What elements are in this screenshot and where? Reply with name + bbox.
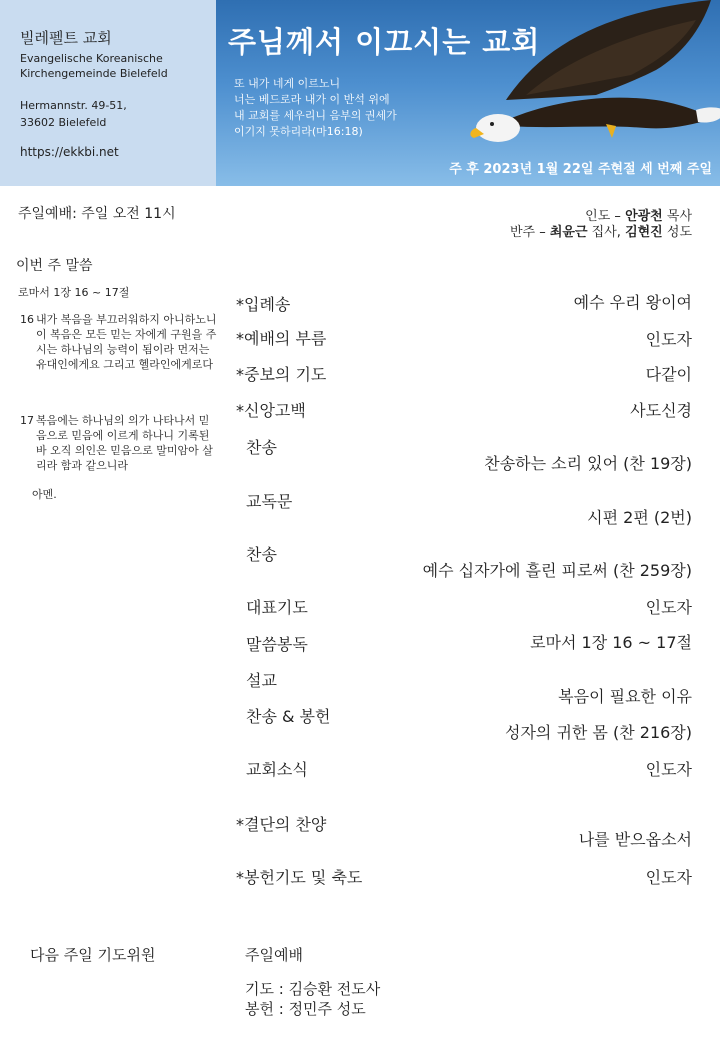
- verse-17: [20, 413, 218, 473]
- address-line-2: 33602 Bielefeld: [20, 116, 107, 129]
- order-value: 사도신경: [630, 401, 692, 420]
- verse-text: 내가 복음을 부끄러워하지 아니하노니 이 복음은 모든 믿는 자에게 구원을 주시는 하나님의 능력이 됨이라 먼저는 유대인에게요 그리고 헬라인에게로다: [36, 313, 217, 371]
- order-label: 말씀봉독: [246, 635, 308, 654]
- verse-line: 너는 베드로라 내가 이 반석 위에: [234, 93, 390, 106]
- order-label: 교회소식: [246, 760, 308, 779]
- order-value: 성자의 귀한 몸 (찬 216장): [504, 723, 692, 742]
- church-german-line-2: Kirchengemeinde Bielefeld: [20, 67, 168, 80]
- verse-number: 16: [20, 313, 34, 326]
- verse-line: 이기지 못하리라(마16:18): [234, 125, 363, 138]
- church-german-line-1: Evangelische Koreanische: [20, 52, 163, 65]
- footer-service-heading: 주일예배: [245, 946, 303, 964]
- order-label: 찬송: [246, 438, 277, 457]
- order-label: 대표기도: [246, 598, 308, 617]
- service-date: 주 후 2023년 1월 22일 주현절 세 번째 주일: [449, 162, 712, 177]
- order-label: *중보의 기도: [236, 365, 327, 384]
- accomp-title-2: 성도: [662, 225, 692, 240]
- leader-prefix: 인도 –: [585, 209, 626, 224]
- word-reference: 로마서 1장 16 ~ 17절: [18, 286, 130, 299]
- footer-offering: 봉헌 : 정민주 성도: [245, 1000, 366, 1018]
- order-value: 인도자: [645, 598, 692, 617]
- next-week-prayer-label: 다음 주일 기도위원: [30, 946, 156, 964]
- accomp-prefix: 반주 –: [509, 225, 550, 240]
- verse-number: 17: [20, 414, 34, 427]
- order-value: 예수 십자가에 흘린 피로써 (찬 259장): [422, 561, 692, 580]
- order-label: *신앙고백: [236, 401, 306, 420]
- order-value: 복음이 필요한 이유: [558, 687, 692, 706]
- order-label: 교독문: [246, 492, 293, 511]
- verse-line: 또 내가 네게 이르노니: [234, 77, 341, 90]
- order-value: 다같이: [645, 365, 692, 384]
- banner-title: 주님께서 이끄시는 교회: [228, 25, 541, 59]
- order-value: 로마서 1장 16 ~ 17절: [530, 633, 692, 652]
- leader-title: 목사: [662, 209, 692, 224]
- order-label: 설교: [246, 671, 277, 690]
- church-german-name: [20, 51, 168, 81]
- word-title: 이번 주 말씀: [16, 258, 93, 274]
- order-value: 인도자: [645, 868, 692, 887]
- order-label: 찬송: [246, 545, 277, 564]
- order-label: 찬송 & 봉헌: [246, 707, 331, 726]
- order-label: *결단의 찬양: [236, 815, 327, 834]
- verse-line: 내 교회를 세우리니 음부의 권세가: [234, 109, 397, 122]
- accompanist: [510, 221, 692, 240]
- order-value: 인도자: [645, 760, 692, 779]
- accomp-title-1: 집사,: [587, 225, 626, 240]
- church-address: [20, 97, 127, 131]
- order-value: 시편 2편 (2번): [587, 508, 692, 527]
- footer-prayer: 기도 : 김승환 전도사: [245, 980, 381, 998]
- amen: 아멘.: [32, 488, 57, 501]
- order-label: *예배의 부름: [236, 329, 327, 348]
- order-label: *입례송: [236, 295, 291, 314]
- address-line-1: Hermannstr. 49-51,: [20, 99, 127, 112]
- order-label: *봉헌기도 및 축도: [236, 868, 363, 887]
- leader-name: 안광천: [625, 209, 663, 224]
- verse-16: [20, 312, 218, 372]
- church-website: https://ekkbi.net: [20, 145, 119, 159]
- church-name: 빌레펠트 교회: [20, 29, 112, 47]
- order-value: 나를 받으옵소서: [578, 830, 692, 849]
- order-value: 찬송하는 소리 있어 (찬 19장): [484, 454, 692, 473]
- order-value: 예수 우리 왕이여: [573, 293, 692, 312]
- banner-verse: [234, 76, 397, 140]
- accomp-name-2: 김현진: [625, 225, 663, 240]
- worship-time: 주일예배: 주일 오전 11시: [18, 206, 176, 222]
- verse-text: 복음에는 하나님의 의가 나타나서 믿음으로 믿음에 이르게 하나니 기록된 바 오직 의인은 믿음으로 말미암아 살리라 함과 같으니라: [36, 414, 213, 472]
- accomp-name-1: 최윤근: [549, 225, 588, 240]
- order-value: 인도자: [645, 330, 692, 349]
- banner: [216, 0, 720, 186]
